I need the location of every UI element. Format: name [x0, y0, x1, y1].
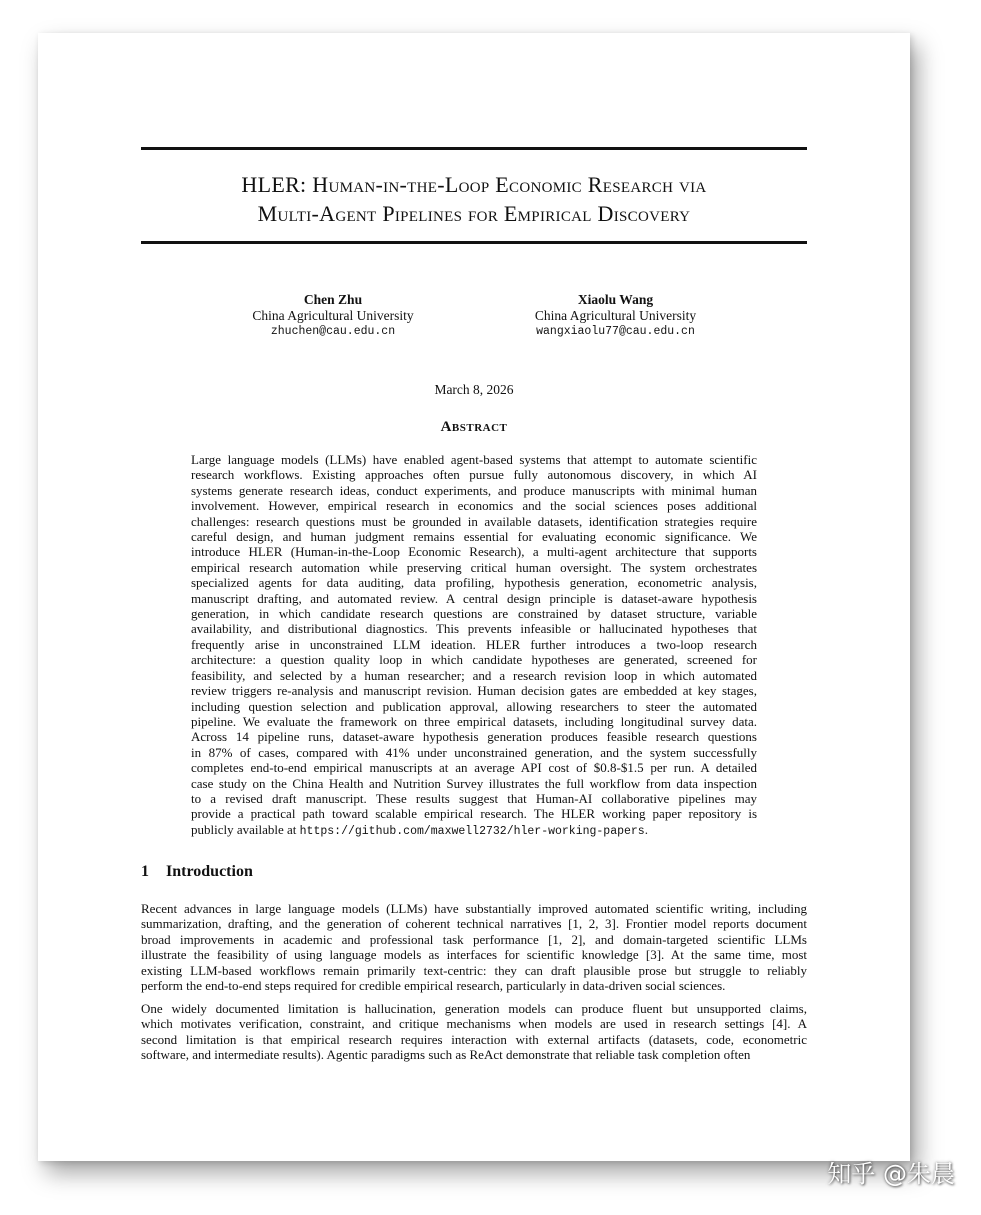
- abstract-body: [191, 452, 757, 844]
- text-line: architecture: a question quality loop in which candidate hypotheses are generated, screened for: [191, 652, 757, 668]
- text-line: illustrate the feasibility of using language models as interfaces for scientific knowledge [3]. At the same time, most: [141, 947, 807, 963]
- paper-title: [141, 170, 807, 228]
- text-line: systems generate research ideas, conduct experiments, and produce manuscripts with minimal human: [191, 482, 757, 498]
- author-name: Chen Zhu: [303, 292, 363, 307]
- title-top-rule: [141, 147, 807, 150]
- abstract-heading: Abstract: [440, 419, 508, 435]
- text-line: involvement. However, empirical research in economics and the social sciences poses additional: [191, 498, 757, 514]
- section-title: Introduction: [166, 863, 253, 880]
- arxiv-stamp: [0, 0, 30, 1215]
- author-affiliation: China Agricultural University: [534, 308, 697, 323]
- author-name: Xiaolu Wang: [577, 292, 654, 307]
- paper-date: March 8, 2026: [434, 382, 514, 397]
- text-line: Recent advances in large language models (LLMs) have substantially improved automated scientific writing, including: [141, 901, 807, 916]
- title-bottom-rule: [141, 241, 807, 244]
- text-line: completes end-to-end empirical manuscripts at an average API cost of $0.8-$1.5 per run. A detailed: [191, 760, 757, 776]
- title-line-1: HLER: Human-in-the-Loop Economic Research via: [241, 172, 707, 197]
- zhihu-watermark: 知乎 @朱晨: [827, 1160, 955, 1188]
- text-line: availability, and distributional diagnostics. This prevents infeasible or hallucinated hypotheses that: [191, 621, 757, 637]
- text-line: pipeline. We evaluate the framework on three empirical datasets, including longitudinal survey data.: [191, 713, 757, 729]
- text-line: which motivates verification, constraint, and critique mechanisms when models are used in research settings [4]. A: [141, 1016, 807, 1032]
- text-line: generation, in which candidate research questions are constrained by dataset structure, variable: [191, 606, 757, 622]
- text-line: provide a practical path toward scalable empirical research. The HLER working paper repository is: [191, 806, 757, 822]
- text-line: summarization, drafting, and the generation of coherent technical narratives [1, 2, 3]. Frontier model reports document: [141, 916, 807, 932]
- text-line: introduce HLER (Human-in-the-Loop Economic Research), a multi-agent architecture that supports: [191, 544, 757, 560]
- section-heading: [141, 863, 253, 881]
- text-line: challenges: research questions must be grounded in available datasets, identification strategies require: [191, 513, 757, 529]
- paper-page: [38, 33, 910, 1161]
- text-line: empirical research automation while preserving critical human oversight. The system orchestrates: [191, 559, 757, 575]
- text-line: manuscript drafting, and automated review. A central design principle is dataset-aware hypothesis: [191, 590, 757, 606]
- text-line: review triggers re-analysis and manuscript revision. Human decision gates are embedded at key stages,: [191, 683, 757, 699]
- text-line: including question selection and publication approval, allowing researchers to steer the automated: [191, 698, 757, 714]
- text-line: specialized agents for data auditing, data profiling, hypothesis generation, econometric analysis,: [191, 575, 757, 591]
- author-block-2: [508, 292, 723, 340]
- text-line: second limitation is that empirical research requires interaction with external artifacts (datasets, code, econometric: [141, 1031, 807, 1047]
- repository-link[interactable]: https://github.com/maxwell2732/hler-working-papers: [299, 824, 645, 838]
- author-affiliation: China Agricultural University: [252, 308, 414, 323]
- text-line: Large language models (LLMs) have enabled agent-based systems that attempt to automate scientific: [191, 452, 757, 467]
- text-line: careful design, and human judgment remains essential for evaluating economic significance. We: [191, 529, 757, 545]
- text-line: to a revised draft manuscript. These results suggest that Human-AI collaborative pipelines may: [191, 790, 757, 806]
- author-email: wangxiaolu77@cau.edu.cn: [536, 325, 695, 338]
- title-line-2: Multi-Agent Pipelines for Empirical Discovery: [257, 201, 691, 226]
- intro-paragraph-1: [141, 901, 807, 995]
- text-line: broad improvements in academic and professional task performance [1, 2], and domain-targeted scientific LLMs: [141, 931, 807, 947]
- text-line: in 87% of cases, compared with 41% under unconstrained generation, and the system successfully: [191, 744, 757, 760]
- text-line: software, and intermediate results). Agentic paradigms such as ReAct demonstrate that reliable task completion often: [141, 1047, 751, 1063]
- section-number: 1: [141, 863, 149, 880]
- text-line: case study on the China Health and Nutrition Survey illustrates the full workflow from data inspection: [191, 775, 757, 791]
- text-line: Across 14 pipeline runs, dataset-aware hypothesis generation produces feasible research questions: [191, 729, 757, 745]
- intro-paragraph-2: [141, 1001, 807, 1065]
- author-email: zhuchen@cau.edu.cn: [270, 325, 396, 338]
- text-line: frequently arise in unconstrained LLM ideation. HLER further introduces a two-loop research: [191, 636, 757, 652]
- text-line: perform the end-to-end steps required for credible empirical research, particularly in data-driven social sciences.: [141, 978, 726, 994]
- author-block-1: [228, 292, 438, 340]
- text-line: One widely documented limitation is hallucination, generation models can produce fluent but unsupported claims,: [141, 1001, 807, 1016]
- text-line: research workflows. Existing approaches often pursue fully autonomous discovery, in which AI: [191, 467, 757, 483]
- text-line: publicly available at https://github.com/maxwell2732/hler-working-papers.: [191, 821, 648, 838]
- text-line: existing LLM-based workflows remain primarily text-centric: they can draft plausible prose but struggle to reliably: [141, 962, 807, 978]
- text-line: feasibility, and selected by a human researcher; and a research revision loop in which automated: [191, 667, 757, 683]
